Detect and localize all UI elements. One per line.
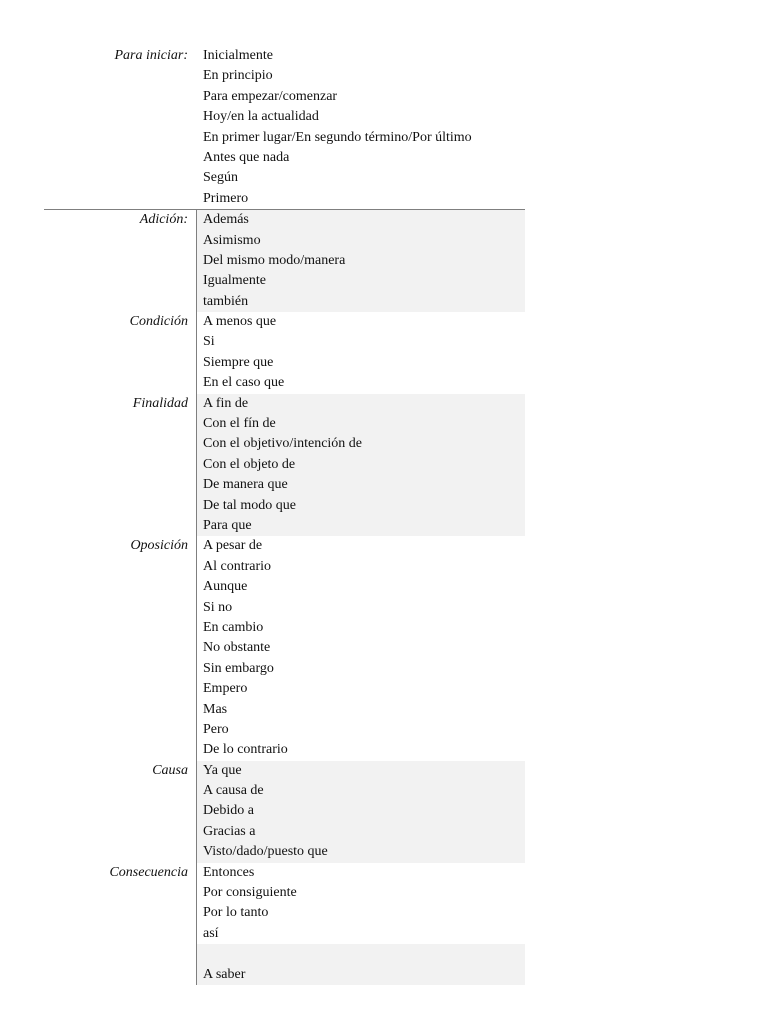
connector-item [203,944,525,964]
connector-list [196,536,525,760]
connector-item: Con el fín de [203,416,276,432]
connector-list [196,394,525,537]
connector-item: A saber [203,966,246,982]
connector-list [196,312,525,394]
connector-item: A pesar de [203,538,263,554]
connector-item: Con el objetivo/intención de [203,436,363,452]
category-label: Condición [129,314,188,330]
category-label: Oposición [130,538,188,554]
connector-item: Debido a [203,803,254,819]
connector-group [44,944,525,985]
connector-item: A causa de [203,783,264,799]
connectors-table [44,46,525,985]
category-label: Para iniciar: [114,48,188,63]
category-label: Consecuencia [109,864,188,880]
connector-item: Asimismo [203,232,261,248]
connector-item: Pero [203,721,229,737]
connector-item: Por lo tanto [203,905,269,921]
connector-item: así [203,925,219,941]
connector-group [44,536,525,760]
connector-list [196,210,525,312]
connector-group [44,761,525,863]
connector-list [196,46,525,209]
connector-item: Por consiguiente [203,885,297,901]
category-label: Causa [152,762,188,778]
connector-item: Primero [203,190,249,206]
connector-item: A menos que [203,314,277,330]
connector-item: En el caso que [203,375,285,391]
connector-item: A fin de [203,395,249,411]
connector-item: Empero [203,681,248,697]
connector-group [44,46,525,209]
connector-item: Inicialmente [203,48,273,63]
connector-item: En cambio [203,619,264,635]
connector-item: De tal modo que [203,497,296,513]
connector-item: Según [203,170,238,186]
connector-group [44,312,525,394]
connector-item: Siempre que [203,354,274,370]
connector-group [44,209,525,312]
connector-item: Con el objeto de [203,456,296,472]
connector-list [196,863,525,945]
connector-item: Antes que nada [203,149,290,165]
connector-item: En primer lugar/En segundo término/Por último [203,129,472,145]
connector-item: De lo contrario [203,742,288,758]
connector-item: Entonces [203,864,255,880]
connector-item: Hoy/en la actualidad [203,109,319,125]
connector-item: Sin embargo [203,660,274,676]
connector-item: Ya que [203,762,242,778]
connector-item: En principio [203,68,273,84]
connector-group [44,863,525,945]
category-label: Adición: [139,212,188,228]
connector-item: Mas [203,701,228,717]
connector-group [44,394,525,537]
connector-item: Al contrario [203,558,272,574]
connector-item: Si [203,334,215,350]
connector-item: Gracias a [203,823,256,839]
connector-item: Para empezar/comenzar [203,88,338,104]
connector-item: Además [203,212,249,228]
connector-item: No obstante [203,640,271,656]
connector-item: Del mismo modo/manera [203,252,346,268]
connector-item: también [203,293,249,309]
connector-item: De manera que [203,477,288,493]
connector-item: Visto/dado/puesto que [203,844,328,860]
connector-list [196,761,525,863]
connector-item: Igualmente [203,273,266,289]
connector-item: Si no [203,599,233,615]
category-label: Finalidad [132,395,188,411]
connector-item: Aunque [203,579,248,595]
connector-list [196,944,525,985]
connector-item: Para que [203,517,252,533]
